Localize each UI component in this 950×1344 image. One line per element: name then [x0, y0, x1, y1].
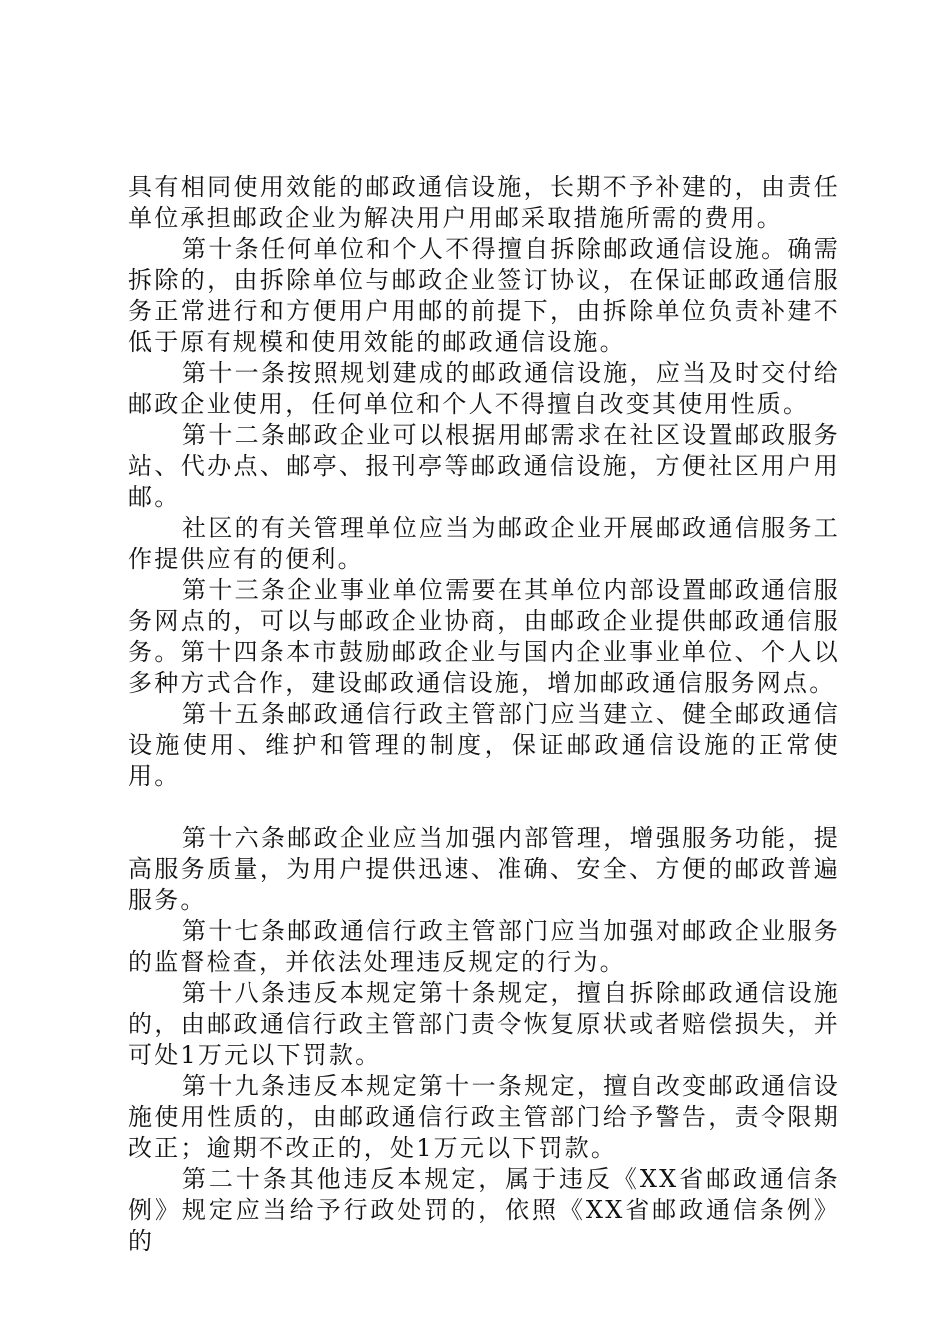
document-body [128, 172, 840, 1257]
paragraph-continuation: 具有相同使用效能的邮政通信设施，长期不予补建的，由责任单位承担邮政企业为解决用户用邮采取措施所需的费用。 [128, 173, 840, 232]
paragraph-article-15: 第十五条邮政通信行政主管部门应当建立、健全邮政通信设施使用、维护和管理的制度，保证邮政通信设施的正常使用。 [128, 700, 840, 790]
paragraph-article-10: 第十条任何单位和个人不得擅自拆除邮政通信设施。确需拆除的，由拆除单位与邮政企业签订协议，在保证邮政通信服务正常进行和方便用户用邮的前提下，由拆除单位负责补建不低于原有规模和使用效能的邮政通信设施。 [128, 235, 840, 356]
paragraph-article-19: 第十九条违反本规定第十一条规定，擅自改变邮政通信设施使用性质的，由邮政通信行政主管部门给予警告，责令限期改正；逾期不改正的，处1万元以下罚款。 [128, 1072, 840, 1162]
paragraph-article-13-14: 第十三条企业事业单位需要在其单位内部设置邮政通信服务网点的，可以与邮政企业协商，由邮政企业提供邮政通信服务。第十四条本市鼓励邮政企业与国内企业事业单位、个人以多种方式合作，建设邮政通信设施，增加邮政通信服务网点。 [128, 576, 840, 697]
paragraph-article-17: 第十七条邮政通信行政主管部门应当加强对邮政企业服务的监督检查，并依法处理违反规定的行为。 [128, 917, 840, 976]
paragraph-article-12: 第十二条邮政企业可以根据用邮需求在社区设置邮政服务站、代办点、邮亭、报刊亭等邮政通信设施，方便社区用户用邮。 [128, 421, 840, 511]
paragraph-article-11: 第十一条按照规划建成的邮政通信设施，应当及时交付给邮政企业使用，任何单位和个人不得擅自改变其使用性质。 [128, 359, 840, 418]
paragraph-article-16: 第十六条邮政企业应当加强内部管理，增强服务功能，提高服务质量，为用户提供迅速、准确、安全、方便的邮政普遍服务。 [128, 824, 840, 914]
paragraph-article-20: 第二十条其他违反本规定，属于违反《XX省邮政通信条例》规定应当给予行政处罚的，依照《XX省邮政通信条例》的 [128, 1165, 840, 1255]
paragraph-community-management: 社区的有关管理单位应当为邮政企业开展邮政通信服务工作提供应有的便利。 [128, 514, 840, 573]
paragraph-article-18: 第十八条违反本规定第十条规定，擅自拆除邮政通信设施的，由邮政通信行政主管部门责令恢复原状或者赔偿损失，并可处1万元以下罚款。 [128, 979, 840, 1069]
